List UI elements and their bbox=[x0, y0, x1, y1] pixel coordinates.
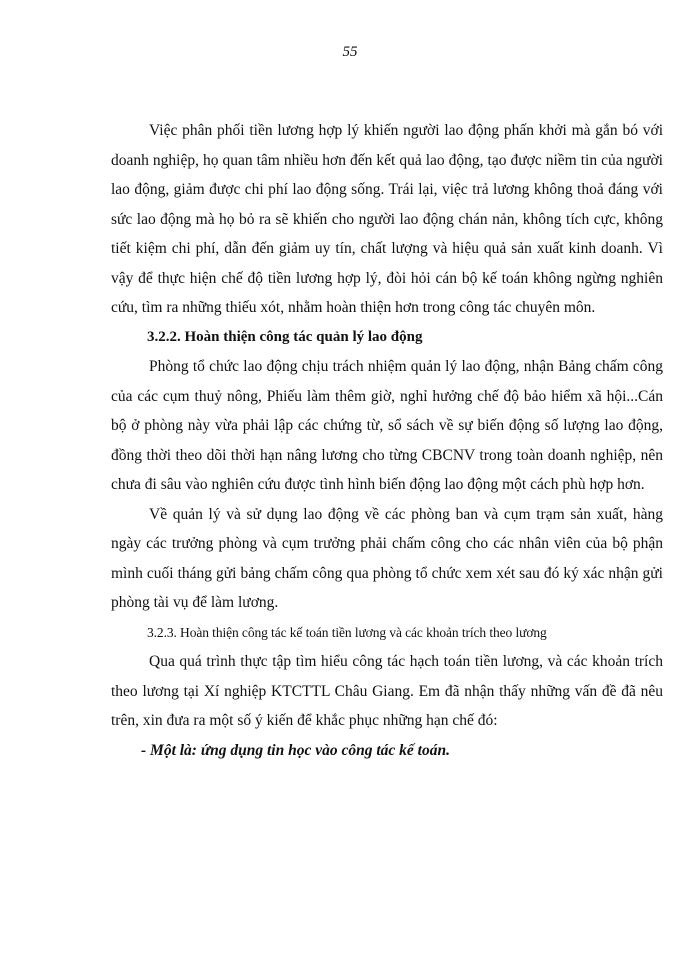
paragraph-3: Về quản lý và sử dụng lao động về các phòng ban và cụm trạm sản xuất, hàng ngày các trưởng phòng và cụm trưởng phải chấm công cho các nhân viên của bộ phận mình cuối tháng gửi bảng chấm công qua phòng tổ chức xem xét sau đó ký xác nhận gửi phòng tài vụ để làm lương. bbox=[111, 505, 663, 611]
section-heading-3-2-3: 3.2.3. Hoàn thiện công tác kế toán tiền lương và các khoản trích theo lương bbox=[147, 624, 547, 640]
paragraph-4: Qua quá trình thực tập tìm hiểu công tác hạch toán tiền lương, và các khoản trích theo lương tại Xí nghiệp KTCTTL Châu Giang. Em đã nhận thấy những vấn đề đã nêu trên, xin đưa ra một số ý kiến để khắc phục những hạn chế đó: bbox=[111, 653, 663, 729]
page-number: 55 bbox=[342, 44, 358, 60]
section-heading-3-2-2: 3.2.2. Hoàn thiện công tác quản lý lao động bbox=[147, 328, 423, 345]
point-one: - Một là: ứng dụng tin học vào công tác kế toán. bbox=[141, 741, 450, 759]
document-body bbox=[111, 116, 663, 765]
paragraph-1: Việc phân phối tiền lương hợp lý khiến người lao động phấn khởi mà gắn bó với doanh nghiệp, họ quan tâm nhiều hơn đến kết quả lao động, tạo được niềm tin của người lao động, giảm được chi phí lao động sống. Trái lại, việc trả lương không thoả đáng với sức lao động mà họ bỏ ra sẽ khiến cho người lao động chán nản, không tích cực, không tiết kiệm chi phí, dẫn đến giảm uy tín, chất lượng và hiệu quả sản xuất kinh doanh. Vì vậy để thực hiện chế độ tiền lương hợp lý, đòi hỏi cán bộ kế toán không ngừng nghiên cứu, tìm ra những thiếu xót, nhằm hoàn thiện hơn trong công tác chuyên môn. bbox=[111, 122, 663, 316]
paragraph-2: Phòng tổ chức lao động chịu trách nhiệm quản lý lao động, nhận Bảng chấm công của các cụm thuỷ nông, Phiếu làm thêm giờ, nghỉ hưởng chế độ bảo hiểm xã hội...Cán bộ ở phòng này vừa phải lập các chứng từ, sổ sách về sự biến động số lượng lao động, đồng thời theo dõi thời hạn nâng lương cho từng CBCNV trong toàn doanh nghiệp, nên chưa đi sâu vào nghiên cứu được tình hình biến động lao động một cách phù hợp hơn. bbox=[111, 358, 663, 493]
